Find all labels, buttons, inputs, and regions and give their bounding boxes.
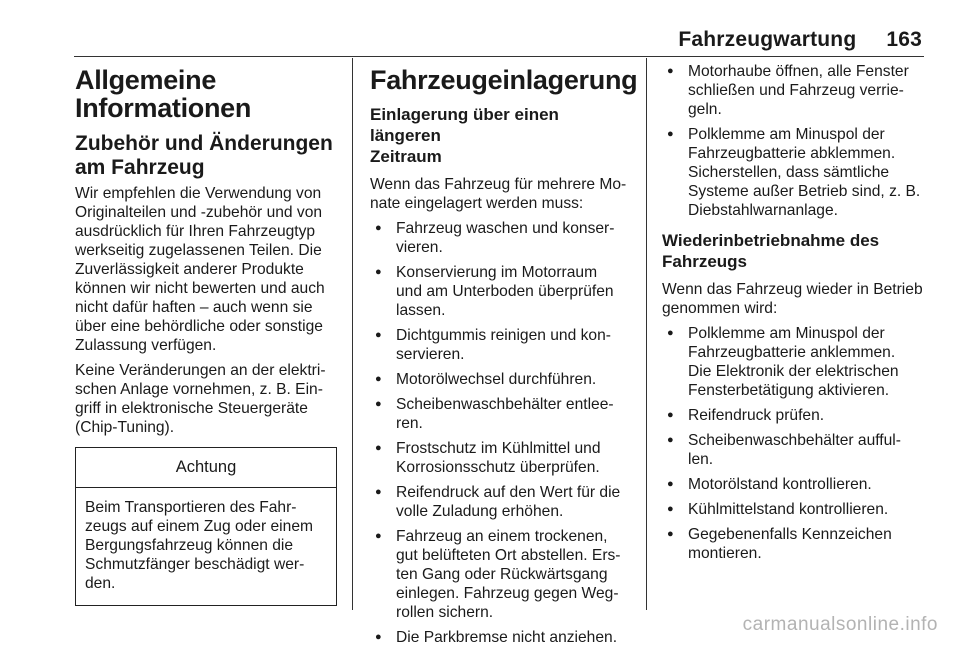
storage-list — [370, 219, 634, 647]
heading-general-information: Allgemeine Informationen — [75, 65, 252, 123]
recommissioning-intro: Wenn das Fahrzeug wieder in Betrieb genommen wird: — [662, 281, 923, 317]
list-item: ● Polklemme am Minuspol der Fahrzeugbatterie abklemmen. Sicherstellen, dass sämtliche Systeme außer Betrieb sind, z. B. Diebstahlwarnanlage. — [662, 125, 926, 220]
list-item: ● Gegebenenfalls Kennzeichen montieren. — [662, 525, 926, 563]
list-item: ● Scheibenwaschbehälter entlee- ren. — [370, 395, 634, 433]
column-2 — [370, 62, 638, 657]
paragraph-accessories: Wir empfehlen die Verwendung von Originalteilen und -zubehör und von ausdrücklich für Ihren Fahrzeugtyp werkseitig zugelassenen Teilen. Die Zuverlässigkeit anderer Produkte können wir nicht bewerten und auch nicht dafür haften – auch wenn sie über eine behördliche oder sonstige Zulassung verfügen. — [75, 185, 325, 354]
column-1 — [75, 62, 340, 606]
storage-list-continued — [662, 62, 926, 220]
header-rule — [74, 56, 924, 57]
list-item: ● Konservierung im Motorraum und am Unterboden überprüfen lassen. — [370, 263, 634, 320]
heading-vehicle-storage: Fahrzeugeinlagerung — [370, 65, 638, 95]
list-item: ● Scheibenwaschbehälter aufful- len. — [662, 431, 926, 469]
subheading-recommissioning: Wiederinbetriebnahme des Fahrzeugs — [662, 231, 880, 271]
list-item: ● Reifendruck auf den Wert für die volle Zuladung erhöhen. — [370, 483, 634, 521]
warning-title: Achtung — [76, 448, 336, 488]
running-header — [678, 28, 922, 52]
column-divider-left — [352, 58, 353, 610]
watermark: carmanualsonline.info — [742, 614, 938, 635]
warning-box — [75, 447, 337, 606]
list-item: ● Reifendruck prüfen. — [662, 406, 926, 425]
section-title: Fahrzeugwartung — [678, 28, 857, 51]
list-item: ● Fahrzeug an einem trockenen, gut belüfteten Ort abstellen. Ers- ten Gang oder Rückwärtsgang einlegen. Fahrzeug gegen Weg- rollen sichern. — [370, 527, 634, 622]
list-item: ● Dichtgummis reinigen und kon- servieren. — [370, 326, 634, 364]
subheading-long-storage: Einlagerung über einen längeren Zeitraum — [370, 105, 559, 166]
column-divider-right — [646, 58, 647, 610]
warning-text: Beim Transportieren des Fahr- zeugs auf einem Zug oder einem Bergungsfahrzeug können die Schmutzfänger beschädigt wer- den. — [85, 499, 313, 592]
list-item: ● Frostschutz im Kühlmittel und Korrosionsschutz überprüfen. — [370, 439, 634, 477]
list-item: ● Die Parkbremse nicht anziehen. — [370, 628, 634, 647]
recommissioning-list — [662, 324, 926, 563]
list-item: ● Motorhaube öffnen, alle Fenster schließen und Fahrzeug verrie- geln. — [662, 62, 926, 119]
list-item: ● Polklemme am Minuspol der Fahrzeugbatterie anklemmen. Die Elektronik der elektrischen Fensterbetätigung aktivieren. — [662, 324, 926, 400]
page-number: 163 — [886, 28, 922, 51]
list-item: ● Motorölstand kontrollieren. — [662, 475, 926, 494]
list-item: ● Kühlmittelstand kontrollieren. — [662, 500, 926, 519]
storage-intro: Wenn das Fahrzeug für mehrere Mo- nate eingelagert werden muss: — [370, 176, 627, 212]
list-item: ● Motorölwechsel durchführen. — [370, 370, 634, 389]
column-3 — [662, 62, 926, 573]
paragraph-electrical: Keine Veränderungen an der elektri- schen Anlage vornehmen, z. B. Ein- griff in elektronische Steuergeräte (Chip-Tuning). — [75, 362, 326, 436]
subheading-accessories: Zubehör und Änderungen am Fahrzeug — [75, 132, 333, 179]
list-item: ● Fahrzeug waschen und konser- vieren. — [370, 219, 634, 257]
